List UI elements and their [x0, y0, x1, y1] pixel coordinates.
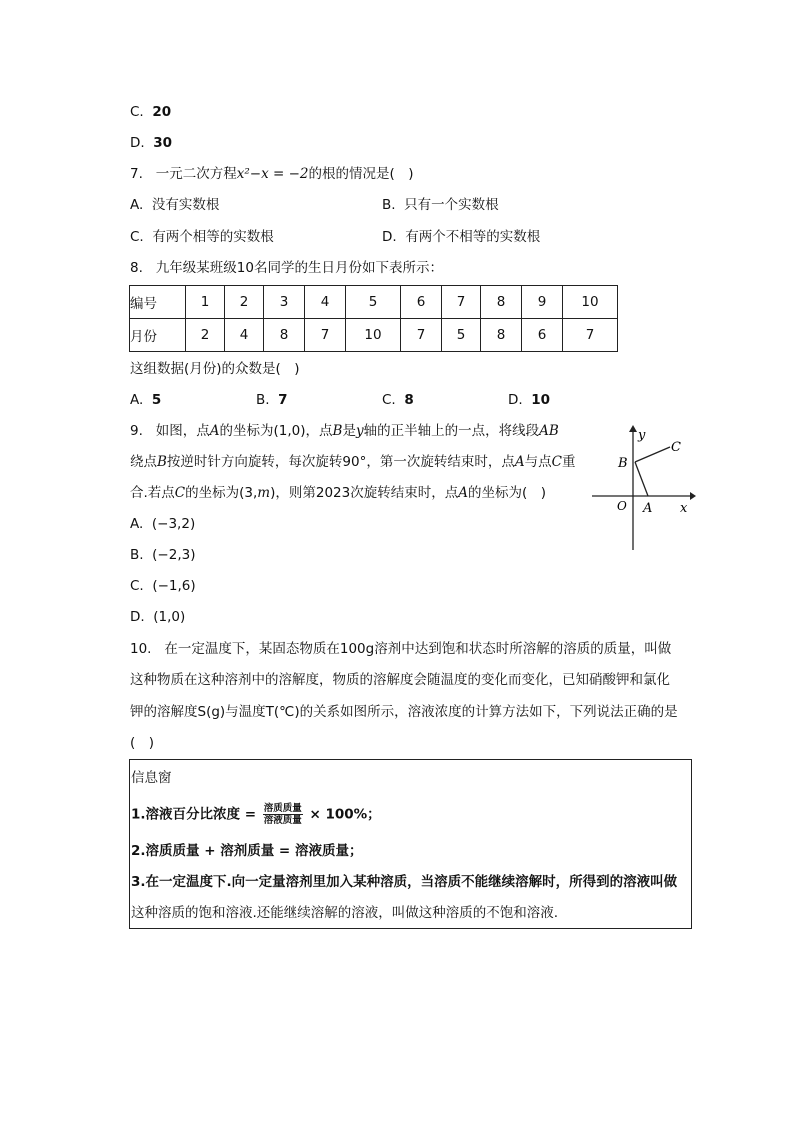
q8-question: 这组数据(月份)的众数是( )	[130, 361, 300, 377]
q9-option-b: B. (−2,3)	[130, 547, 196, 563]
segment-bc	[635, 447, 670, 462]
q9-option-a: A. (−3,2)	[130, 516, 196, 532]
table-cell: 3	[264, 286, 305, 319]
table-cell: 7	[442, 286, 481, 319]
table-cell: 7	[563, 319, 618, 352]
info-item-3: 3.在一定温度下.向一定量溶剂里加入某种溶质，当溶质不能继续溶解时，所得到的溶液叫做	[131, 874, 678, 890]
q10-stem-line2: 这种物质在这种溶剂中的溶解度，物质的溶解度会随温度的变化而变化，已知硝酸钾和氯化	[130, 672, 670, 688]
q9-stem-line3: 合.若点C的坐标为(3,m)，则第2023次旋转结束时，点A的坐标为( )	[130, 485, 547, 501]
q7-option-d: D. 有两个不相等的实数根	[382, 229, 541, 245]
table-cell: 9	[522, 286, 563, 319]
info-item-2: 2.溶质质量 + 溶剂质量 = 溶液质量；	[131, 843, 363, 859]
q6-option-d: D. 30	[130, 135, 173, 151]
table-cell: 7	[305, 319, 346, 352]
q8-stem: 8. 九年级某班级10名同学的生日月份如下表所示：	[130, 260, 443, 276]
q7-option-b: B. 只有一个实数根	[382, 197, 499, 213]
table-header-id: 编号	[130, 286, 186, 319]
q10-stem-line1: 10. 在一定温度下，某固态物质在100g溶剂中达到饱和状态时所溶解的溶质的质量，叫做	[130, 641, 672, 657]
table-cell: 2	[186, 319, 225, 352]
q6-option-c: C. 20	[130, 104, 172, 120]
q8-option-d: D. 10	[508, 392, 551, 408]
q9-stem-line2: 绕点B按逆时针方向旋转，每次旋转90°，第一次旋转结束时，点A与点C重	[130, 454, 576, 470]
table-row	[130, 319, 618, 352]
info-window	[129, 759, 692, 929]
q7-option-a: A. 没有实数根	[130, 197, 220, 213]
table-cell: 10	[346, 319, 401, 352]
table-cell: 7	[401, 319, 442, 352]
table-cell: 6	[522, 319, 563, 352]
q9-option-d: D. (1,0)	[130, 609, 186, 625]
table-cell: 8	[481, 319, 522, 352]
q7-option-c: C. 有两个相等的实数根	[130, 229, 274, 245]
q7-stem: 7. 一元二次方程x²−x = −2的根的情况是( )	[130, 166, 414, 182]
q8-option-c: C. 8	[382, 392, 414, 408]
y-axis-arrow-icon	[629, 425, 637, 432]
info-item-4: 这种溶质的饱和溶液.还能继续溶解的溶液，叫做这种溶质的不饱和溶液.	[131, 905, 559, 921]
point-b-label: B	[618, 456, 628, 471]
table-header-month: 月份	[130, 319, 186, 352]
y-axis-label: y	[638, 428, 646, 443]
point-c-label: C	[671, 440, 681, 455]
q10-stem-line4: ( )	[130, 735, 155, 751]
point-a-label: A	[643, 501, 653, 516]
info-item-1: 1.溶液百分比浓度 = $\frac{\text{溶质质量}}{\text{溶液质量}}$ × 100%；	[131, 803, 381, 826]
table-cell: 4	[225, 319, 264, 352]
q9-option-c: C. (−1,6)	[130, 578, 196, 594]
info-title: 信息窗	[131, 770, 172, 786]
q10-stem-line3: 钾的溶解度S(g)与温度T(℃)的关系如图所示，溶液浓度的计算方法如下，下列说法正确的是	[130, 704, 678, 720]
q9-coordinate-figure	[588, 420, 698, 555]
table-cell: 6	[401, 286, 442, 319]
birth-month-table	[129, 285, 618, 352]
q8-option-b: B. 7	[256, 392, 288, 408]
concentration-fraction: $\frac{\text{溶质质量}}{\text{溶液质量}}$	[263, 803, 302, 826]
table-cell: 4	[305, 286, 346, 319]
segment-ab	[635, 462, 648, 496]
table-cell: 8	[481, 286, 522, 319]
table-row	[130, 286, 618, 319]
table-cell: 1	[186, 286, 225, 319]
x-axis-arrow-icon	[690, 492, 696, 500]
table-cell: 10	[563, 286, 618, 319]
origin-label: O	[617, 499, 627, 513]
table-cell: 2	[225, 286, 264, 319]
x-axis-label: x	[680, 501, 688, 516]
table-cell: 5	[442, 319, 481, 352]
table-cell: 8	[264, 319, 305, 352]
q8-option-a: A. 5	[130, 392, 162, 408]
q9-stem-line1: 9. 如图，点A的坐标为(1,0)，点B是y轴的正半轴上的一点，将线段AB	[130, 423, 559, 439]
table-cell: 5	[346, 286, 401, 319]
